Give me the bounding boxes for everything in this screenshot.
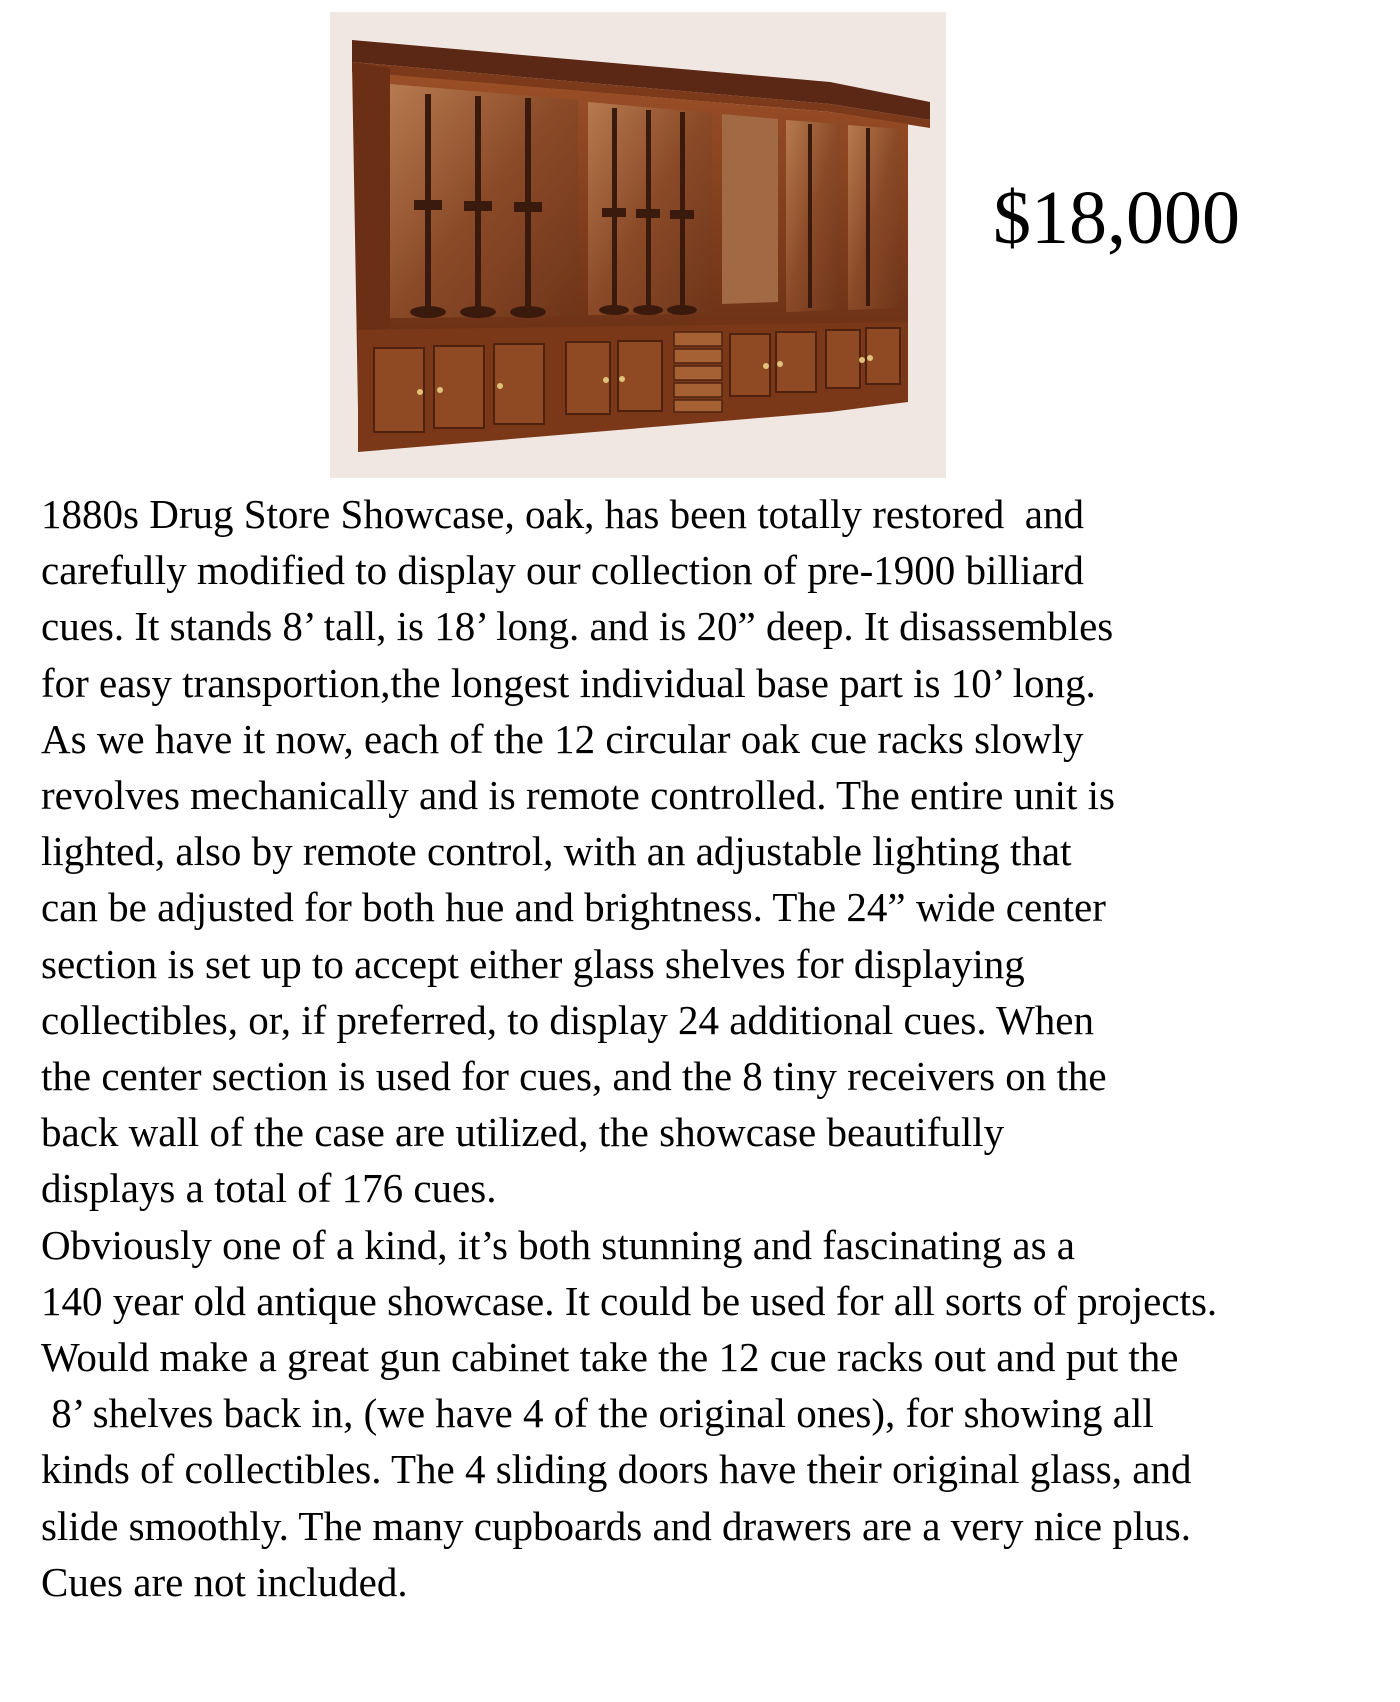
description-line: the center section is used for cues, and the 8 tiny receivers on the [41, 1053, 1107, 1100]
description-line: 8’ shelves back in, (we have 4 of the original ones), for showing all [41, 1390, 1154, 1437]
glass-door-4 [848, 125, 900, 310]
description-line: back wall of the case are utilized, the showcase beautifully [41, 1109, 1005, 1156]
center-glass [722, 114, 778, 304]
description-line: collectibles, or, if preferred, to display 24 additional cues. When [41, 996, 1095, 1043]
description-line: kinds of collectibles. The 4 sliding doors have their original glass, and [41, 1446, 1192, 1493]
description-line: lighted, also by remote control, with an adjustable lighting that [41, 828, 1072, 875]
showcase-illustration [330, 12, 946, 478]
description-line: section is set up to accept either glass shelves for displaying [41, 940, 1025, 987]
description-line: Obviously one of a kind, it’s both stunning and fascinating as a [41, 1221, 1075, 1268]
description-line: can be adjusted for both hue and brightness. The 24” wide center [41, 884, 1106, 931]
showcase-photo [330, 12, 946, 478]
glass-door-3 [786, 120, 840, 312]
description-line: Cues are not included. [41, 1558, 408, 1605]
description-line: revolves mechanically and is remote controlled. The entire unit is [41, 772, 1116, 819]
description-line: 1880s Drug Store Showcase, oak, has been totally restored and [41, 491, 1084, 537]
description [41, 486, 1393, 1610]
description-line: carefully modified to display our collection of pre-1900 billiard [41, 547, 1084, 594]
price: $18,000 [993, 176, 1240, 260]
description-line: As we have it now, each of the 12 circular oak cue racks slowly [41, 715, 1084, 762]
description-line: displays a total of 176 cues. [41, 1165, 497, 1212]
description-line: Would make a great gun cabinet take the 12 cue racks out and put the [41, 1334, 1179, 1381]
center-drawers [674, 332, 722, 412]
description-line: for easy transportion,the longest individual base part is 10’ long. [41, 659, 1096, 706]
description-line: slide smoothly. The many cupboards and drawers are a very nice plus. [41, 1502, 1191, 1549]
description-line: 140 year old antique showcase. It could be used for all sorts of projects. [41, 1277, 1218, 1324]
description-line: cues. It stands 8’ tall, is 18’ long. and is 20” deep. It disassembles [41, 603, 1114, 650]
